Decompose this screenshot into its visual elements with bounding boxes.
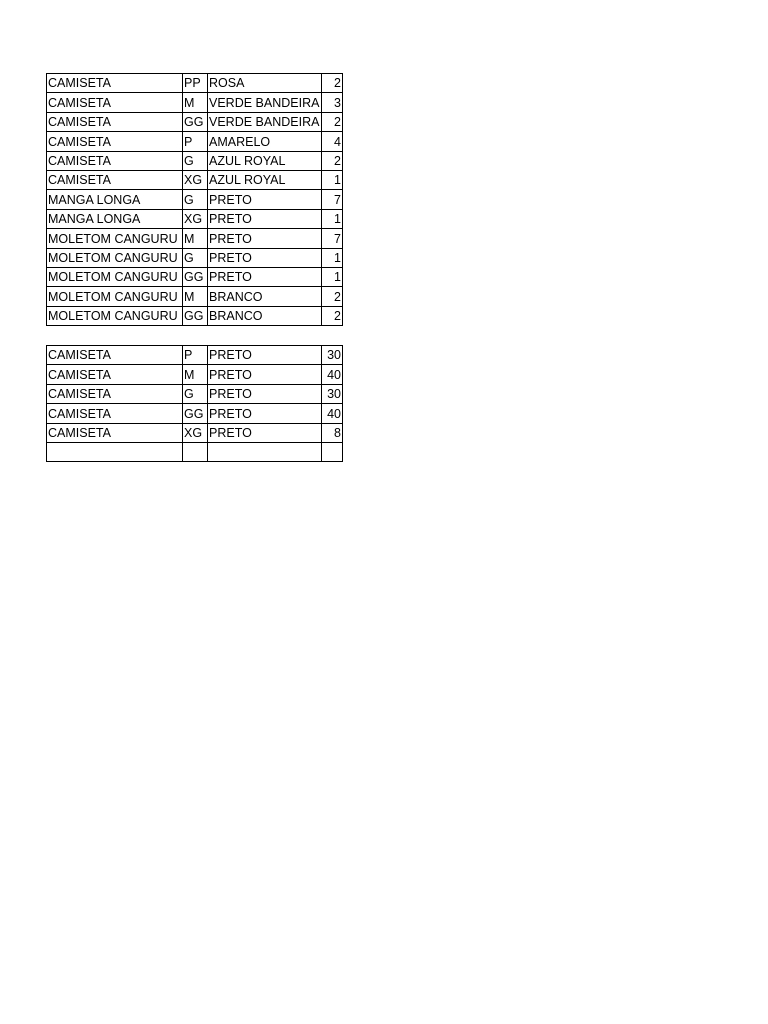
order-table-2: [46, 345, 343, 462]
quantity-cell: 1: [322, 170, 343, 189]
color-cell: PRETO: [208, 248, 322, 267]
quantity-cell: 8: [322, 423, 343, 442]
table-row: [47, 267, 343, 286]
size-cell: M: [183, 365, 208, 384]
size-cell: P: [183, 132, 208, 151]
color-cell: BRANCO: [208, 287, 322, 306]
size-cell: M: [183, 229, 208, 248]
product-cell: MOLETOM CANGURU: [47, 287, 183, 306]
size-cell: G: [183, 190, 208, 209]
product-cell: CAMISETA: [47, 151, 183, 170]
table-row: [47, 190, 343, 209]
quantity-cell: 2: [322, 306, 343, 325]
size-cell: G: [183, 151, 208, 170]
table-row: [47, 423, 343, 442]
product-cell: MANGA LONGA: [47, 190, 183, 209]
product-cell: MOLETOM CANGURU: [47, 306, 183, 325]
table-row: [47, 346, 343, 365]
size-cell: G: [183, 248, 208, 267]
color-cell: BRANCO: [208, 306, 322, 325]
table-row: [47, 229, 343, 248]
quantity-cell: [322, 442, 343, 461]
color-cell: PRETO: [208, 209, 322, 228]
size-cell: GG: [183, 404, 208, 423]
color-cell: AZUL ROYAL: [208, 170, 322, 189]
product-cell: MOLETOM CANGURU: [47, 267, 183, 286]
table-row: [47, 112, 343, 131]
size-cell: GG: [183, 112, 208, 131]
table-row: [47, 442, 343, 461]
quantity-cell: 2: [322, 74, 343, 93]
quantity-cell: 40: [322, 365, 343, 384]
quantity-cell: 7: [322, 190, 343, 209]
size-cell: M: [183, 93, 208, 112]
product-cell: CAMISETA: [47, 93, 183, 112]
product-cell: MANGA LONGA: [47, 209, 183, 228]
table-row: [47, 287, 343, 306]
order-table-2-body: [47, 346, 343, 462]
color-cell: PRETO: [208, 404, 322, 423]
table-row: [47, 365, 343, 384]
product-cell: CAMISETA: [47, 404, 183, 423]
size-cell: M: [183, 287, 208, 306]
color-cell: PRETO: [208, 267, 322, 286]
product-cell: CAMISETA: [47, 346, 183, 365]
table-row: [47, 209, 343, 228]
size-cell: XG: [183, 209, 208, 228]
table-row: [47, 151, 343, 170]
product-cell: CAMISETA: [47, 423, 183, 442]
size-cell: GG: [183, 267, 208, 286]
product-cell: MOLETOM CANGURU: [47, 229, 183, 248]
quantity-cell: 2: [322, 151, 343, 170]
size-cell: XG: [183, 170, 208, 189]
color-cell: PRETO: [208, 365, 322, 384]
table-row: [47, 306, 343, 325]
color-cell: ROSA: [208, 74, 322, 93]
order-table-1-body: [47, 74, 343, 326]
product-cell: CAMISETA: [47, 112, 183, 131]
table-row: [47, 132, 343, 151]
quantity-cell: 30: [322, 346, 343, 365]
table-row: [47, 404, 343, 423]
table-row: [47, 74, 343, 93]
quantity-cell: 3: [322, 93, 343, 112]
size-cell: P: [183, 346, 208, 365]
quantity-cell: 2: [322, 287, 343, 306]
table-row: [47, 170, 343, 189]
size-cell: PP: [183, 74, 208, 93]
quantity-cell: 40: [322, 404, 343, 423]
quantity-cell: 30: [322, 384, 343, 403]
order-table-1: [46, 73, 343, 326]
product-cell: CAMISETA: [47, 132, 183, 151]
color-cell: AZUL ROYAL: [208, 151, 322, 170]
color-cell: AMARELO: [208, 132, 322, 151]
table-row: [47, 93, 343, 112]
table-row: [47, 384, 343, 403]
quantity-cell: 1: [322, 209, 343, 228]
product-cell: CAMISETA: [47, 74, 183, 93]
size-cell: XG: [183, 423, 208, 442]
color-cell: PRETO: [208, 190, 322, 209]
color-cell: PRETO: [208, 346, 322, 365]
quantity-cell: 1: [322, 248, 343, 267]
color-cell: PRETO: [208, 229, 322, 248]
quantity-cell: 1: [322, 267, 343, 286]
color-cell: VERDE BANDEIRA: [208, 112, 322, 131]
size-cell: G: [183, 384, 208, 403]
table-row: [47, 248, 343, 267]
quantity-cell: 7: [322, 229, 343, 248]
size-cell: GG: [183, 306, 208, 325]
color-cell: PRETO: [208, 423, 322, 442]
color-cell: VERDE BANDEIRA: [208, 93, 322, 112]
product-cell: MOLETOM CANGURU: [47, 248, 183, 267]
quantity-cell: 4: [322, 132, 343, 151]
quantity-cell: 2: [322, 112, 343, 131]
product-cell: CAMISETA: [47, 365, 183, 384]
product-cell: [47, 442, 183, 461]
color-cell: [208, 442, 322, 461]
product-cell: CAMISETA: [47, 170, 183, 189]
size-cell: [183, 442, 208, 461]
product-cell: CAMISETA: [47, 384, 183, 403]
color-cell: PRETO: [208, 384, 322, 403]
